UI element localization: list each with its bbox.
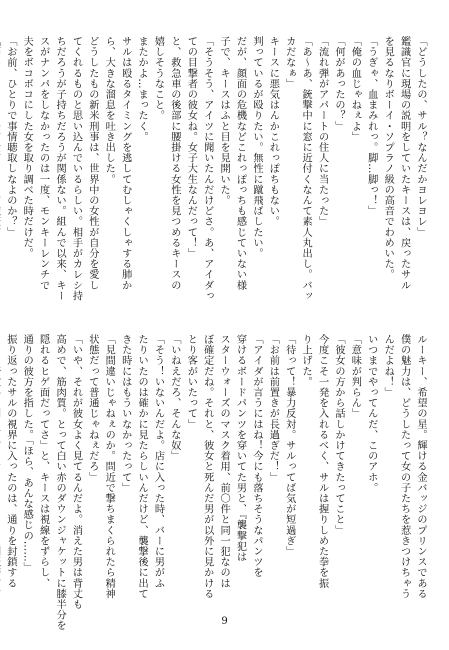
text-line: カだなぁ」 bbox=[283, 36, 295, 89]
text-line: ちだろうが子持ちだろうが関係ない。組んで以来、キー bbox=[54, 36, 66, 301]
text-line: てくれるものと思い込んでいるらしい。相手がカレシ持 bbox=[70, 36, 82, 301]
page-number: 9 bbox=[221, 616, 228, 627]
bottom-text-block bbox=[4, 334, 428, 631]
text-line: 今度こそ一発を入れるべく、サルは握りしめた拳を振 bbox=[316, 334, 328, 589]
text-line: んだよね！」 bbox=[382, 334, 394, 398]
text-line: 「お前は前置きが長過ぎだ！」 bbox=[267, 334, 279, 483]
text-line: 通りの彼方を指した。「ほら、あんな感じの……」 bbox=[21, 334, 33, 573]
text-line: いつまでやってんだ、このアホ。 bbox=[365, 334, 377, 493]
text-line: 穿けるボードパンツを穿いてた男と、『襲撃犯は bbox=[234, 334, 246, 563]
text-line: きた時にはもういなかったって」 bbox=[119, 334, 131, 493]
text-line: 嬉しそうなこと。 bbox=[152, 36, 164, 121]
text-line: 「そう！いないんだよ。店に入った時、バーに男がふ bbox=[152, 334, 164, 589]
text-line: を見るなりボーイ・ソプラノ級の高音でわめいた。 bbox=[382, 36, 394, 280]
text-line: サルは殴るタイミングを逃してむしゃくしゃする肺か bbox=[119, 36, 131, 291]
text-line: 「いや、それが彼女よく見てるんだよ。消えた男は背丈も bbox=[70, 334, 82, 610]
text-line: と、救急車の後部に腰掛ける女性を見つめるキースの bbox=[168, 36, 180, 291]
text-line: 「俺の血じゃねぇよ」 bbox=[349, 36, 361, 142]
text-line: スターウォーズのマスク着用、前〇件と同一犯なのは bbox=[218, 334, 230, 589]
text-line: 「流れ弾がアパートの住人に当たった」 bbox=[316, 36, 328, 227]
text-line: 「意味が判らん」 bbox=[349, 334, 361, 419]
text-line: 高めで、筋肉質。とって白い赤のダウンジャケットに膝半分を bbox=[54, 334, 66, 631]
text-line: スがナンパをしなかったのは一度、モンキーレンチで bbox=[37, 36, 49, 291]
text-line: 僕の魅力は、どうしたって女の子たちを惹きつけちゃう bbox=[398, 334, 410, 599]
text-line: り上げた。 bbox=[300, 334, 312, 387]
text-line: どうしたもの新米刑事は、世界中の女性が自分を愛し bbox=[86, 36, 98, 291]
text-line: 「彼女の方から話しかけてきたってこと」 bbox=[332, 334, 344, 536]
text-line: 「待って！暴力反対。サルってば気が短過ぎ」 bbox=[283, 334, 295, 557]
text-line: 「見間違いじゃねぇのか。問近で撃ちまくられたら精神 bbox=[103, 334, 115, 599]
text-line: ての目撃者の彼女ね。女子大生なんだって！」 bbox=[185, 36, 197, 259]
text-line: とり客がいたって」 bbox=[185, 334, 197, 430]
text-line: 子で、キースはふと目を見開いた。 bbox=[218, 36, 230, 206]
text-line: 判っているが殴りたい。無性に蹴飛ばしたい。 bbox=[250, 36, 262, 259]
text-line: 「アイダが言うにはね！今にも落ちそうなパンツを bbox=[250, 334, 262, 578]
text-line: ルーキー、希望の星。輝ける金バッジのプリンスである bbox=[415, 334, 426, 599]
text-line: キースに悪気はんかこれっぽちもない。 bbox=[267, 36, 279, 227]
text-line: 隠れるヒゲ面だってさ」と、キースは視線をずらし、 bbox=[37, 334, 49, 589]
text-line: 「あ〜あ、銃撃中に窓に近付くなんて素人丸出し。バッ bbox=[300, 36, 312, 301]
text-line: 「お前、ひとりで事情聴取しなよのか？」 bbox=[4, 36, 16, 238]
text-line: またかよ…まったく。 bbox=[136, 36, 148, 142]
text-line: 「どうしたの、サル？なんだかヨレヨレ」 bbox=[415, 36, 426, 238]
text-line: 鑑識官に現場の説明をしていたキースは、戻ったサル bbox=[398, 36, 410, 291]
text-line: 夫をボコボコにした女を取り調べた時だけだ。 bbox=[21, 36, 33, 259]
text-line: 「うぎゃ、血まみれっ。脚…脚っ！」 bbox=[365, 36, 377, 217]
text-line: 「そうそう、アイツに聞いたんだけどさ。あ、アイダっ bbox=[201, 36, 213, 301]
text-line: 「いねえだろ、そんな奴」 bbox=[168, 334, 180, 462]
text-line: たりいたのは確かに見たらしいんだけど、襲撃後に出て bbox=[136, 334, 148, 599]
text-line: 状態だって普通じゃねぇだろ」 bbox=[86, 334, 98, 483]
text-line: ら、大きな溜息を吐き出した。 bbox=[103, 36, 115, 185]
top-text-block bbox=[4, 36, 428, 308]
text-line: だが、顔面の危機などこれっぽっちも感じていない様 bbox=[234, 36, 246, 291]
text-line: 「何があったの？」 bbox=[332, 36, 344, 132]
text-line: ぼ確定だね。それと、彼女と死んだ男が以外に見かける bbox=[201, 334, 213, 599]
text-line: 振り返ったサルの視界に入ったのは、通りを封鎖する bbox=[4, 334, 16, 589]
